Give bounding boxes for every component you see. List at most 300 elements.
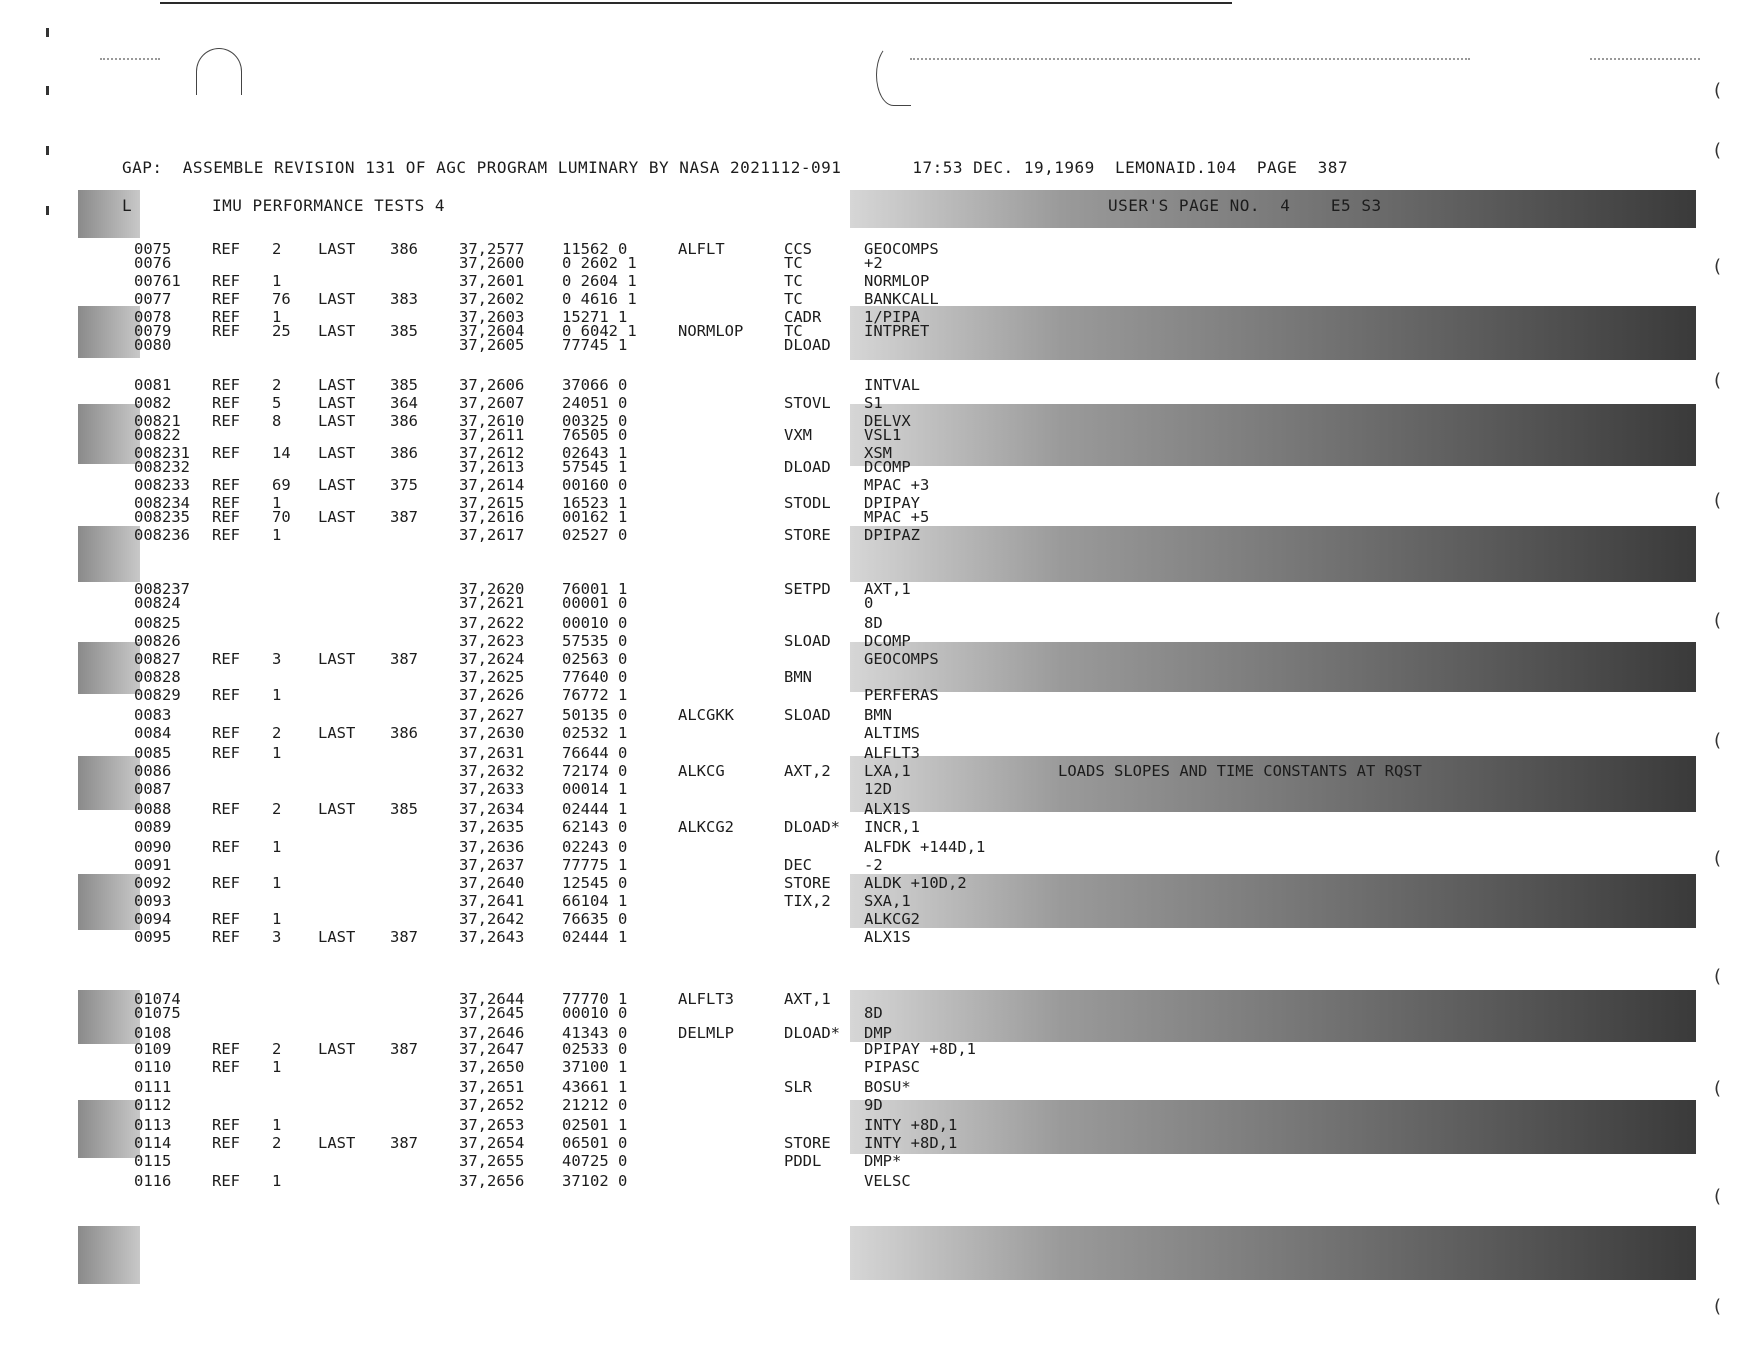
margin-tick bbox=[46, 28, 49, 37]
listing-addr: 37,2622 bbox=[459, 614, 525, 632]
scan-band-left bbox=[78, 1226, 140, 1284]
listing-ref: REF bbox=[212, 526, 240, 544]
binder-hole-mark: ( bbox=[1714, 1296, 1722, 1317]
listing-refn: 1 bbox=[272, 686, 282, 704]
listing-word: 00010 0 bbox=[562, 614, 628, 632]
listing-line: 008231 bbox=[134, 444, 190, 462]
listing-addr: 37,2631 bbox=[459, 744, 525, 762]
listing-word: 37066 0 bbox=[562, 376, 628, 394]
listing-word: 15271 1 bbox=[562, 308, 628, 326]
listing-word: 77640 0 bbox=[562, 668, 628, 686]
listing-addr: 37,2634 bbox=[459, 800, 525, 818]
listing-ref: REF bbox=[212, 1040, 240, 1058]
listing-op: VXM bbox=[784, 426, 812, 444]
listing-word: 16523 1 bbox=[562, 494, 628, 512]
listing-row bbox=[0, 1004, 1740, 1022]
listing-ref: REF bbox=[212, 494, 240, 512]
listing-op: TC bbox=[784, 272, 803, 290]
listing-op: TC bbox=[784, 254, 803, 272]
listing-refn: 1 bbox=[272, 308, 282, 326]
listing-row bbox=[0, 1134, 1740, 1152]
listing-refn: 2 bbox=[272, 800, 282, 818]
listing-header: GAP: ASSEMBLE REVISION 131 OF AGC PROGRAM LUMINARY BY NASA 2021112-091 17:53 DEC. 19,1969 LEMONAID.104 PAGE 387 bbox=[122, 158, 1349, 177]
listing-line: 0112 bbox=[134, 1096, 172, 1114]
listing-operand: INTVAL bbox=[864, 376, 920, 394]
listing-line: 00827 bbox=[134, 650, 181, 668]
listing-line: 0092 bbox=[134, 874, 172, 892]
listing-refn: 1 bbox=[272, 838, 282, 856]
listing-lastn: 387 bbox=[390, 1134, 418, 1152]
listing-addr: 37,2605 bbox=[459, 336, 525, 354]
listing-addr: 37,2636 bbox=[459, 838, 525, 856]
listing-row bbox=[0, 780, 1740, 798]
listing-operand: DPIPAY bbox=[864, 494, 920, 512]
listing-addr: 37,2642 bbox=[459, 910, 525, 928]
listing-refn: 1 bbox=[272, 526, 282, 544]
listing-operand: 0 bbox=[864, 594, 874, 612]
listing-refn: 3 bbox=[272, 928, 282, 946]
listing-line: 0093 bbox=[134, 892, 172, 910]
listing-row bbox=[0, 476, 1740, 494]
listing-row bbox=[0, 874, 1740, 892]
listing-ref: REF bbox=[212, 444, 240, 462]
listing-ref: REF bbox=[212, 1058, 240, 1076]
listing-refn: 14 bbox=[272, 444, 291, 462]
binder-hole-mark: ( bbox=[1714, 966, 1722, 987]
listing-addr: 37,2647 bbox=[459, 1040, 525, 1058]
listing-ref: REF bbox=[212, 394, 240, 412]
listing-addr: 37,2616 bbox=[459, 508, 525, 526]
listing-addr: 37,2610 bbox=[459, 412, 525, 430]
listing-line: 00824 bbox=[134, 594, 181, 612]
listing-lastn: 385 bbox=[390, 800, 418, 818]
listing-last: LAST bbox=[318, 290, 356, 308]
listing-line: 0075 bbox=[134, 240, 172, 258]
listing-operand: -2 bbox=[864, 856, 883, 874]
listing-ref: REF bbox=[212, 508, 240, 526]
listing-addr: 37,2607 bbox=[459, 394, 525, 412]
listing-row bbox=[0, 668, 1740, 686]
listing-line: 00828 bbox=[134, 668, 181, 686]
listing-refn: 2 bbox=[272, 1134, 282, 1152]
listing-addr: 37,2617 bbox=[459, 526, 525, 544]
listing-line: 0077 bbox=[134, 290, 172, 308]
listing-operand: MPAC +5 bbox=[864, 508, 930, 526]
listing-row bbox=[0, 686, 1740, 704]
listing-addr: 37,2626 bbox=[459, 686, 525, 704]
listing-last: LAST bbox=[318, 412, 356, 430]
listing-lastn: 364 bbox=[390, 394, 418, 412]
listing-line: 0088 bbox=[134, 800, 172, 818]
listing-line: 0095 bbox=[134, 928, 172, 946]
listing-operand: VSL1 bbox=[864, 426, 902, 444]
listing-addr: 37,2637 bbox=[459, 856, 525, 874]
listing-ref: REF bbox=[212, 1134, 240, 1152]
listing-tag: ALFLT bbox=[678, 240, 725, 258]
binder-hole-mark: ( bbox=[1714, 1078, 1722, 1099]
listing-ref: REF bbox=[212, 744, 240, 762]
listing-addr: 37,2620 bbox=[459, 580, 525, 598]
listing-refn: 1 bbox=[272, 494, 282, 512]
listing-operand: AXT,1 bbox=[864, 580, 911, 598]
listing-word: 57535 0 bbox=[562, 632, 628, 650]
listing-ref: REF bbox=[212, 724, 240, 742]
listing-lastn: 387 bbox=[390, 508, 418, 526]
listing-line: 008234 bbox=[134, 494, 190, 512]
listing-line: 0094 bbox=[134, 910, 172, 928]
listing-operand: INTY +8D,1 bbox=[864, 1116, 958, 1134]
section-title: IMU PERFORMANCE TESTS 4 bbox=[212, 196, 446, 215]
listing-line: 0090 bbox=[134, 838, 172, 856]
listing-refn: 1 bbox=[272, 1116, 282, 1134]
listing-row bbox=[0, 1152, 1740, 1170]
listing-op: SLOAD bbox=[784, 706, 831, 724]
listing-lastn: 386 bbox=[390, 444, 418, 462]
listing-row bbox=[0, 1116, 1740, 1134]
listing-word: 72174 0 bbox=[562, 762, 628, 780]
listing-addr: 37,2621 bbox=[459, 594, 525, 612]
listing-line: 0113 bbox=[134, 1116, 172, 1134]
listing-row bbox=[0, 856, 1740, 874]
binder-hole-mark: ( bbox=[1714, 848, 1722, 869]
listing-tag: ALKCG2 bbox=[678, 818, 734, 836]
listing-row bbox=[0, 614, 1740, 632]
listing-row bbox=[0, 1040, 1740, 1058]
listing-line: 0081 bbox=[134, 376, 172, 394]
listing-last: LAST bbox=[318, 1040, 356, 1058]
listing-word: 02527 0 bbox=[562, 526, 628, 544]
listing-lastn: 385 bbox=[390, 376, 418, 394]
listing-last: LAST bbox=[318, 650, 356, 668]
listing-word: 77775 1 bbox=[562, 856, 628, 874]
listing-line: 00829 bbox=[134, 686, 181, 704]
listing-addr: 37,2655 bbox=[459, 1152, 525, 1170]
listing-operand: DMP* bbox=[864, 1152, 902, 1170]
margin-tick bbox=[46, 146, 49, 155]
listing-op: SLR bbox=[784, 1078, 812, 1096]
listing-lastn: 385 bbox=[390, 322, 418, 340]
binder-arc-left bbox=[196, 48, 242, 95]
listing-op: DLOAD* bbox=[784, 1024, 840, 1042]
listing-addr: 37,2612 bbox=[459, 444, 525, 462]
listing-ref: REF bbox=[212, 928, 240, 946]
listing-addr: 37,2643 bbox=[459, 928, 525, 946]
listing-operand: DPIPAY +8D,1 bbox=[864, 1040, 976, 1058]
listing-addr: 37,2625 bbox=[459, 668, 525, 686]
listing-refn: 2 bbox=[272, 376, 282, 394]
listing-addr: 37,2615 bbox=[459, 494, 525, 512]
listing-refn: 2 bbox=[272, 1040, 282, 1058]
listing-line: 0083 bbox=[134, 706, 172, 724]
listing-row bbox=[0, 1058, 1740, 1076]
listing-addr: 37,2604 bbox=[459, 322, 525, 340]
listing-operand: S1 bbox=[864, 394, 883, 412]
listing-operand: SXA,1 bbox=[864, 892, 911, 910]
listing-operand: DMP bbox=[864, 1024, 892, 1042]
listing-addr: 37,2641 bbox=[459, 892, 525, 910]
listing-lastn: 386 bbox=[390, 240, 418, 258]
listing-ref: REF bbox=[212, 800, 240, 818]
listing-line: 0078 bbox=[134, 308, 172, 326]
listing-refn: 2 bbox=[272, 240, 282, 258]
listing-word: 77770 1 bbox=[562, 990, 628, 1008]
listing-op: AXT,2 bbox=[784, 762, 831, 780]
listing-word: 50135 0 bbox=[562, 706, 628, 724]
listing-word: 57545 1 bbox=[562, 458, 628, 476]
listing-ref: REF bbox=[212, 1172, 240, 1190]
listing-op: AXT,1 bbox=[784, 990, 831, 1008]
listing-ref: REF bbox=[212, 650, 240, 668]
listing-line: 00825 bbox=[134, 614, 181, 632]
listing-refn: 1 bbox=[272, 910, 282, 928]
listing-addr: 37,2614 bbox=[459, 476, 525, 494]
listing-operand: DPIPAZ bbox=[864, 526, 920, 544]
listing-addr: 37,2630 bbox=[459, 724, 525, 742]
listing-addr: 37,2632 bbox=[459, 762, 525, 780]
listing-op: SETPD bbox=[784, 580, 831, 598]
listing-operand: PIPASC bbox=[864, 1058, 920, 1076]
listing-operand: BANKCALL bbox=[864, 290, 939, 308]
listing-addr: 37,2602 bbox=[459, 290, 525, 308]
listing-last: LAST bbox=[318, 322, 356, 340]
listing-op: BMN bbox=[784, 668, 812, 686]
listing-ref: REF bbox=[212, 240, 240, 258]
listing-ref: REF bbox=[212, 376, 240, 394]
listing-row bbox=[0, 838, 1740, 856]
listing-refn: 1 bbox=[272, 1058, 282, 1076]
listing-operand: DCOMP bbox=[864, 458, 911, 476]
listing-op: TC bbox=[784, 290, 803, 308]
listing-operand: PERFERAS bbox=[864, 686, 939, 704]
listing-word: 21212 0 bbox=[562, 1096, 628, 1114]
listing-line: 0111 bbox=[134, 1078, 172, 1096]
listing-word: 02533 0 bbox=[562, 1040, 628, 1058]
listing-op: SLOAD bbox=[784, 632, 831, 650]
listing-line: 00761 bbox=[134, 272, 181, 290]
listing-word: 41343 0 bbox=[562, 1024, 628, 1042]
listing-lastn: 386 bbox=[390, 412, 418, 430]
listing-addr: 37,2644 bbox=[459, 990, 525, 1008]
listing-last: LAST bbox=[318, 394, 356, 412]
listing-addr: 37,2611 bbox=[459, 426, 525, 444]
listing-operand: NORMLOP bbox=[864, 272, 930, 290]
binder-hole-mark: ( bbox=[1714, 80, 1722, 101]
listing-row bbox=[0, 706, 1740, 724]
listing-word: 00014 1 bbox=[562, 780, 628, 798]
listing-operand: ALFDK +144D,1 bbox=[864, 838, 986, 856]
listing-word: 00162 1 bbox=[562, 508, 628, 526]
listing-refn: 1 bbox=[272, 874, 282, 892]
listing-row bbox=[0, 376, 1740, 394]
listing-tag: NORMLOP bbox=[678, 322, 744, 340]
listing-row bbox=[0, 336, 1740, 354]
listing-refn: 1 bbox=[272, 744, 282, 762]
listing-op: DEC bbox=[784, 856, 812, 874]
listing-operand: INCR,1 bbox=[864, 818, 920, 836]
listing-ref: REF bbox=[212, 322, 240, 340]
listing-word: 00010 0 bbox=[562, 1004, 628, 1022]
listing-line: 00821 bbox=[134, 412, 181, 430]
listing-ref: REF bbox=[212, 838, 240, 856]
listing-word: 02643 1 bbox=[562, 444, 628, 462]
listing-ref: REF bbox=[212, 1116, 240, 1134]
listing-word: 62143 0 bbox=[562, 818, 628, 836]
listing-word: 76644 0 bbox=[562, 744, 628, 762]
listing-addr: 37,2624 bbox=[459, 650, 525, 668]
listing-last: LAST bbox=[318, 508, 356, 526]
listing-addr: 37,2654 bbox=[459, 1134, 525, 1152]
listing-lastn: 387 bbox=[390, 650, 418, 668]
listing-word: 0 4616 1 bbox=[562, 290, 637, 308]
listing-line: 0115 bbox=[134, 1152, 172, 1170]
listing-line: 0108 bbox=[134, 1024, 172, 1042]
listing-row bbox=[0, 744, 1740, 762]
binder-hole-mark: ( bbox=[1714, 490, 1722, 511]
listing-line: 008236 bbox=[134, 526, 190, 544]
listing-op: CADR bbox=[784, 308, 822, 326]
listing-operand: 12D bbox=[864, 780, 892, 798]
listing-operand: DELVX bbox=[864, 412, 911, 430]
listing-operand: 8D bbox=[864, 614, 883, 632]
listing-addr: 37,2633 bbox=[459, 780, 525, 798]
listing-word: 00325 0 bbox=[562, 412, 628, 430]
listing-line: 0084 bbox=[134, 724, 172, 742]
listing-word: 76505 0 bbox=[562, 426, 628, 444]
listing-line: 008235 bbox=[134, 508, 190, 526]
listing-line: 00826 bbox=[134, 632, 181, 650]
listing-line: 0091 bbox=[134, 856, 172, 874]
listing-tag: ALCGKK bbox=[678, 706, 734, 724]
listing-operand: GEOCOMPS bbox=[864, 650, 939, 668]
listing-operand: ALKCG2 bbox=[864, 910, 920, 928]
listing-word: 02444 1 bbox=[562, 800, 628, 818]
listing-row bbox=[0, 526, 1740, 544]
binder-hole-mark: ( bbox=[1714, 140, 1722, 161]
listing-refn: 1 bbox=[272, 1172, 282, 1190]
listing-addr: 37,2645 bbox=[459, 1004, 525, 1022]
listing-op: DLOAD bbox=[784, 336, 831, 354]
listing-last: LAST bbox=[318, 240, 356, 258]
listing-operand: DCOMP bbox=[864, 632, 911, 650]
listing-addr: 37,2600 bbox=[459, 254, 525, 272]
listing-operand: XSM bbox=[864, 444, 892, 462]
listing-row bbox=[0, 272, 1740, 290]
listing-operand: LXA,1 bbox=[864, 762, 911, 780]
listing-refn: 25 bbox=[272, 322, 291, 340]
listing-op: CCS bbox=[784, 240, 812, 258]
listing-row bbox=[0, 1172, 1740, 1190]
listing-tag: DELMLP bbox=[678, 1024, 734, 1042]
listing-row bbox=[0, 254, 1740, 272]
listing-row bbox=[0, 394, 1740, 412]
listing-word: 0 6042 1 bbox=[562, 322, 637, 340]
listing-row bbox=[0, 1096, 1740, 1114]
listing-refn: 70 bbox=[272, 508, 291, 526]
listing-last: LAST bbox=[318, 1134, 356, 1152]
listing-word: 00160 0 bbox=[562, 476, 628, 494]
listing-word: 00001 0 bbox=[562, 594, 628, 612]
listing-addr: 37,2646 bbox=[459, 1024, 525, 1042]
listing-word: 12545 0 bbox=[562, 874, 628, 892]
listing-line: 0085 bbox=[134, 744, 172, 762]
listing-last: LAST bbox=[318, 928, 356, 946]
listing-lastn: 383 bbox=[390, 290, 418, 308]
listing-word: 76635 0 bbox=[562, 910, 628, 928]
listing-word: 40725 0 bbox=[562, 1152, 628, 1170]
listing-addr: 37,2603 bbox=[459, 308, 525, 326]
listing-word: 37100 1 bbox=[562, 1058, 628, 1076]
listing-tag: ALKCG bbox=[678, 762, 725, 780]
listing-op: STODL bbox=[784, 494, 831, 512]
listing-row bbox=[0, 762, 1740, 780]
listing-op: DLOAD bbox=[784, 458, 831, 476]
listing-last: LAST bbox=[318, 800, 356, 818]
listing-word: 02532 1 bbox=[562, 724, 628, 742]
listing-ref: REF bbox=[212, 308, 240, 326]
listing-refn: 2 bbox=[272, 724, 282, 742]
listing-addr: 37,2623 bbox=[459, 632, 525, 650]
listing-operand: INTPRET bbox=[864, 322, 930, 340]
listing-row bbox=[0, 426, 1740, 444]
listing-operand: ALX1S bbox=[864, 800, 911, 818]
listing-op: STORE bbox=[784, 1134, 831, 1152]
listing-ref: REF bbox=[212, 686, 240, 704]
listing-operand: MPAC +3 bbox=[864, 476, 930, 494]
listing-row bbox=[0, 650, 1740, 668]
listing-tag: ALFLT3 bbox=[678, 990, 734, 1008]
listing-addr: 37,2635 bbox=[459, 818, 525, 836]
listing-op: STORE bbox=[784, 874, 831, 892]
listing-row bbox=[0, 800, 1740, 818]
listing-line: 01075 bbox=[134, 1004, 181, 1022]
listing-row bbox=[0, 290, 1740, 308]
listing-row bbox=[0, 1078, 1740, 1096]
listing-row bbox=[0, 458, 1740, 476]
listing-op: DLOAD* bbox=[784, 818, 840, 836]
listing-word: 0 2602 1 bbox=[562, 254, 637, 272]
listing-row bbox=[0, 594, 1740, 612]
listing-word: 11562 0 bbox=[562, 240, 628, 258]
listing-operand: GEOCOMPS bbox=[864, 240, 939, 258]
listing-last: LAST bbox=[318, 444, 356, 462]
listing-op: TIX,2 bbox=[784, 892, 831, 910]
listing-lastn: 387 bbox=[390, 1040, 418, 1058]
listing-line: 0114 bbox=[134, 1134, 172, 1152]
listing-addr: 37,2627 bbox=[459, 706, 525, 724]
listing-line: 0076 bbox=[134, 254, 172, 272]
listing-ref: REF bbox=[212, 412, 240, 430]
listing-refn: 8 bbox=[272, 412, 282, 430]
binder-hole-mark: ( bbox=[1714, 610, 1722, 631]
listing-refn: 5 bbox=[272, 394, 282, 412]
listing-word: 02563 0 bbox=[562, 650, 628, 668]
listing-line: 0080 bbox=[134, 336, 172, 354]
listing-word: 37102 0 bbox=[562, 1172, 628, 1190]
listing-addr: 37,2640 bbox=[459, 874, 525, 892]
listing-op: STORE bbox=[784, 526, 831, 544]
listing-refn: 76 bbox=[272, 290, 291, 308]
listing-addr: 37,2650 bbox=[459, 1058, 525, 1076]
listing-addr: 37,2656 bbox=[459, 1172, 525, 1190]
listing-last: LAST bbox=[318, 376, 356, 394]
listing-word: 0 2604 1 bbox=[562, 272, 637, 290]
listing-word: 24051 0 bbox=[562, 394, 628, 412]
listing-addr: 37,2601 bbox=[459, 272, 525, 290]
listing-operand: 9D bbox=[864, 1096, 883, 1114]
binder-arc-center bbox=[876, 44, 911, 106]
listing-line: 0082 bbox=[134, 394, 172, 412]
listing-word: 76772 1 bbox=[562, 686, 628, 704]
